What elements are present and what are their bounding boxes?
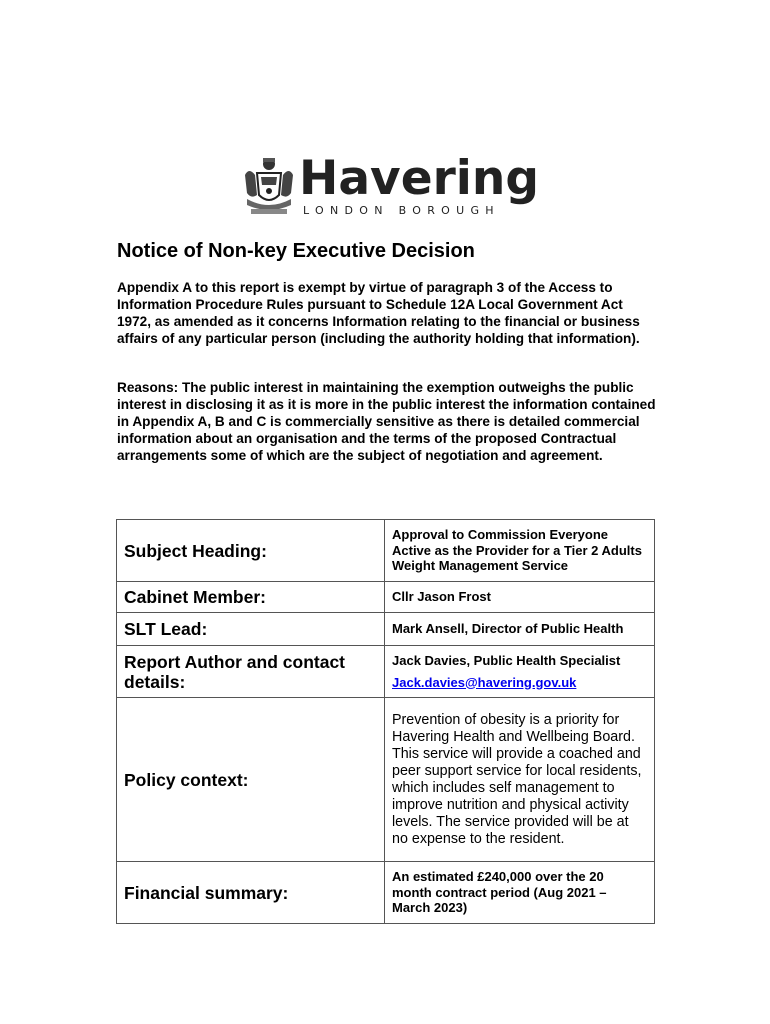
- table-row: [117, 613, 655, 646]
- subject-heading-label: Subject Heading:: [117, 520, 385, 582]
- cabinet-member-label: Cabinet Member:: [117, 582, 385, 613]
- slt-lead-value: Mark Ansell, Director of Public Health: [385, 613, 655, 646]
- policy-context-value: Prevention of obesity is a priority for Havering Health and Wellbeing Board. This service will provide a coached and peer support service for local residents, which includes self management to improve nutrition and physical activity levels. The service provided will be at no expense to the resident.: [385, 698, 655, 862]
- exemption-paragraph: Appendix A to this report is exempt by virtue of paragraph 3 of the Access to Information Procedure Rules pursuant to Schedule 12A Local Government Act 1972, as amended as it concerns Information relating to the financial or business affairs of any particular person (including the authority holding that information).: [117, 280, 640, 346]
- table-row: [117, 862, 655, 924]
- logo-subtitle: LONDON BOROUGH: [303, 204, 500, 217]
- financial-summary-label: Financial summary:: [117, 862, 385, 924]
- slt-lead-label: SLT Lead:: [117, 613, 385, 646]
- page-title: Notice of Non-key Executive Decision: [117, 240, 475, 262]
- report-author-label: Report Author and contact details:: [117, 646, 385, 698]
- decision-table: [116, 519, 655, 924]
- havering-logo: [243, 151, 539, 219]
- policy-context-label: Policy context:: [117, 698, 385, 862]
- financial-summary-value: An estimated £240,000 over the 20 month contract period (Aug 2021 – March 2023): [385, 862, 655, 924]
- table-row: [117, 698, 655, 862]
- table-row: [117, 582, 655, 613]
- logo-wordmark: Havering: [299, 151, 539, 206]
- reasons-paragraph: Reasons: The public interest in maintaining the exemption outweighs the public interest in disclosing it as it is more in the public interest the information contained in Appendix A, B and C is commercially sensitive as there is detailed commercial information about an organisation and the terms of the proposed Contractual arrangements some of which are the subject of negotiation and agreement.: [117, 380, 656, 463]
- cabinet-member-value: Cllr Jason Frost: [385, 582, 655, 613]
- subject-heading-value: Approval to Commission Everyone Active as the Provider for a Tier 2 Adults Weight Management Service: [385, 520, 655, 582]
- report-author-cell: [385, 646, 655, 698]
- coat-of-arms-icon: [243, 155, 295, 217]
- table-row: [117, 520, 655, 582]
- author-email-link[interactable]: Jack.davies@havering.gov.uk: [392, 674, 577, 690]
- report-author-value: Jack Davies, Public Health Specialist: [392, 653, 621, 668]
- table-row: [117, 646, 655, 698]
